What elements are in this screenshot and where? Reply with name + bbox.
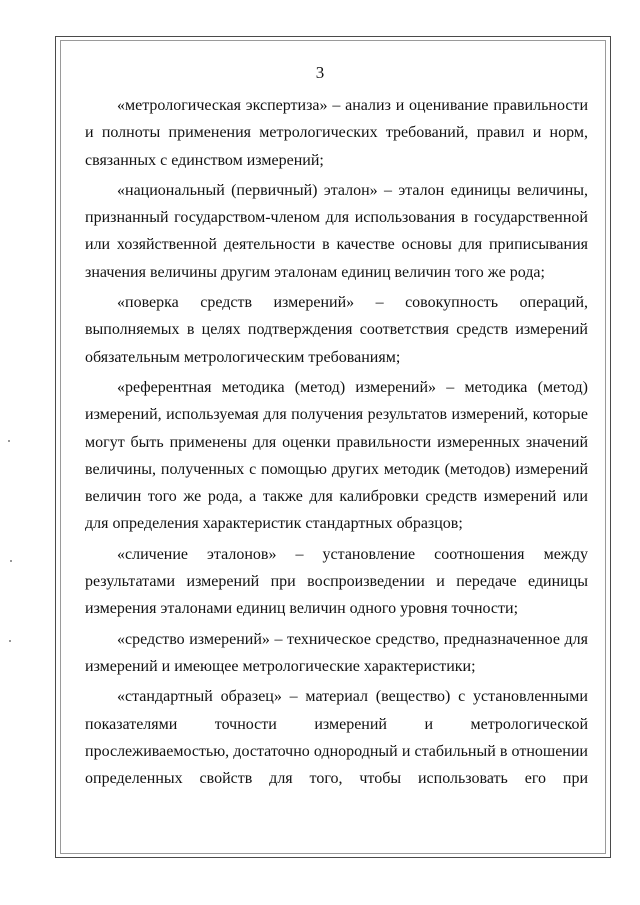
definition-metrological-expertise: «метрологическая экспертиза» – анализ и оценивание правильности и полноты применения метрологических требований, правил и норм, связанных с единством измерений; bbox=[85, 97, 588, 169]
document-body bbox=[85, 92, 588, 795]
scan-speck bbox=[9, 640, 11, 642]
page-number: 3 bbox=[315, 63, 325, 82]
scan-speck bbox=[8, 440, 10, 442]
definition-measuring-instrument: «средство измерений» – техническое средство, предназначенное для измерений и имеющее метрологические характеристики; bbox=[85, 630, 588, 675]
definition-national-standard: «национальный (первичный) эталон» – эталон единицы величины, признанный государством-членом для использования в государственной или хозяйственной деятельности в качестве основы для приписывания значения величины другим эталонам единиц величин того же рода; bbox=[85, 181, 588, 281]
scan-speck bbox=[10, 560, 12, 562]
definition-verification: «поверка средств измерений» – совокупность операций, выполняемых в целях подтверждения соответствия средств измерений обязательным метрологическим требованиям; bbox=[85, 294, 588, 366]
definition-reference-method: «референтная методика (метод) измерений» – методика (метод) измерений, используемая для получения результатов измерений, которые могут быть применены для оценки правильности измеренных значений величины, полученных с помощью других методик (методов) измерений величин того же рода, а также для калибровки средств измерений или для определения характеристик стандартных образцов; bbox=[85, 378, 588, 533]
definition-reference-material: «стандартный образец» – материал (вещество) с установленными показателями точности измерений и метрологической прослеживаемостью, достаточно однородный и стабильный в отношении определенных свойств для того, чтобы использовать его при bbox=[85, 688, 588, 788]
definition-comparison-of-standards: «сличение эталонов» – установление соотношения между результатами измерений при воспроизведении и передаче единицы измерения эталонами единиц величин одного уровня точности; bbox=[85, 545, 588, 618]
